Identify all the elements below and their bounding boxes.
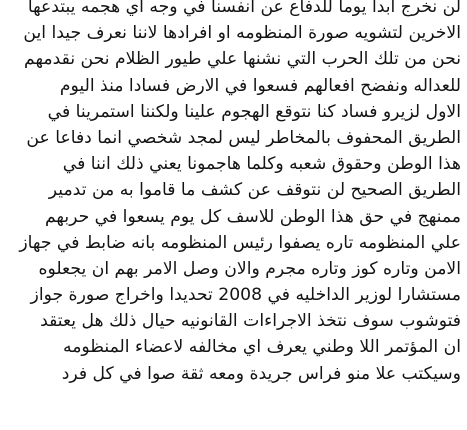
text-line: نحن من تلك الحرب التي نشنها علي طيور الظلام نحن نقدمهم xyxy=(24,49,461,70)
text-line: وسيكتب علا منو فراس جريدة ومعه ثقة صوا في كل فرد xyxy=(61,363,461,384)
text-line: الطريق الصحيح لن نتوقف عن كشف ما قاموا به من تدمير xyxy=(48,180,461,201)
text-line: هذا الوطن وحقوق شعبه وكلما هاجمونا يعني ذلك اننا في xyxy=(62,154,461,175)
text-line: ممنهج في حق هذا الوطن للاسف كل يوم يسعوا في حربهم xyxy=(44,206,461,227)
text-line: الامن وتاره كوز وتاره مجرم والان وصل الامر بهم ان يجعلوه xyxy=(38,258,461,279)
text-line: فتوشوب سوف نتخذ الاجراءات القانونيه حيال ذلك هل يعتقد xyxy=(40,311,461,332)
text-line: مستشارا لوزير الداخليه في 2008 تحديدا واخراج صورة جواز xyxy=(30,285,461,306)
text-line: الاول لزيرو فساد كنا نتوقع الهجوم علينا ولكننا استمرينا في xyxy=(47,101,461,122)
text-line: الاخرين لتشويه صورة المنظومه او افرادها لاننا نعرف جيدا اين xyxy=(23,23,461,44)
text-line: علي المنظومه تاره يصفوا رئيس المنظومه بانه ضابط في جهاز xyxy=(19,232,461,253)
text-line: لن نخرج ابدا يوما للدفاع عن انفسنا في وجه اي هجمه يبتدعها xyxy=(27,0,461,17)
text-line: للعداله ونفضح افعالهم فسعوا في الارض فسادا منذ اليوم xyxy=(59,75,461,96)
text-line: الطريق المحفوف بالمخاطر ليس لمجد شخصي انما دفاعا عن xyxy=(26,127,461,148)
text-line: ان المؤتمر اللا وطني يعرف اي مخالفه لاعضاء المنظومه xyxy=(63,337,461,358)
